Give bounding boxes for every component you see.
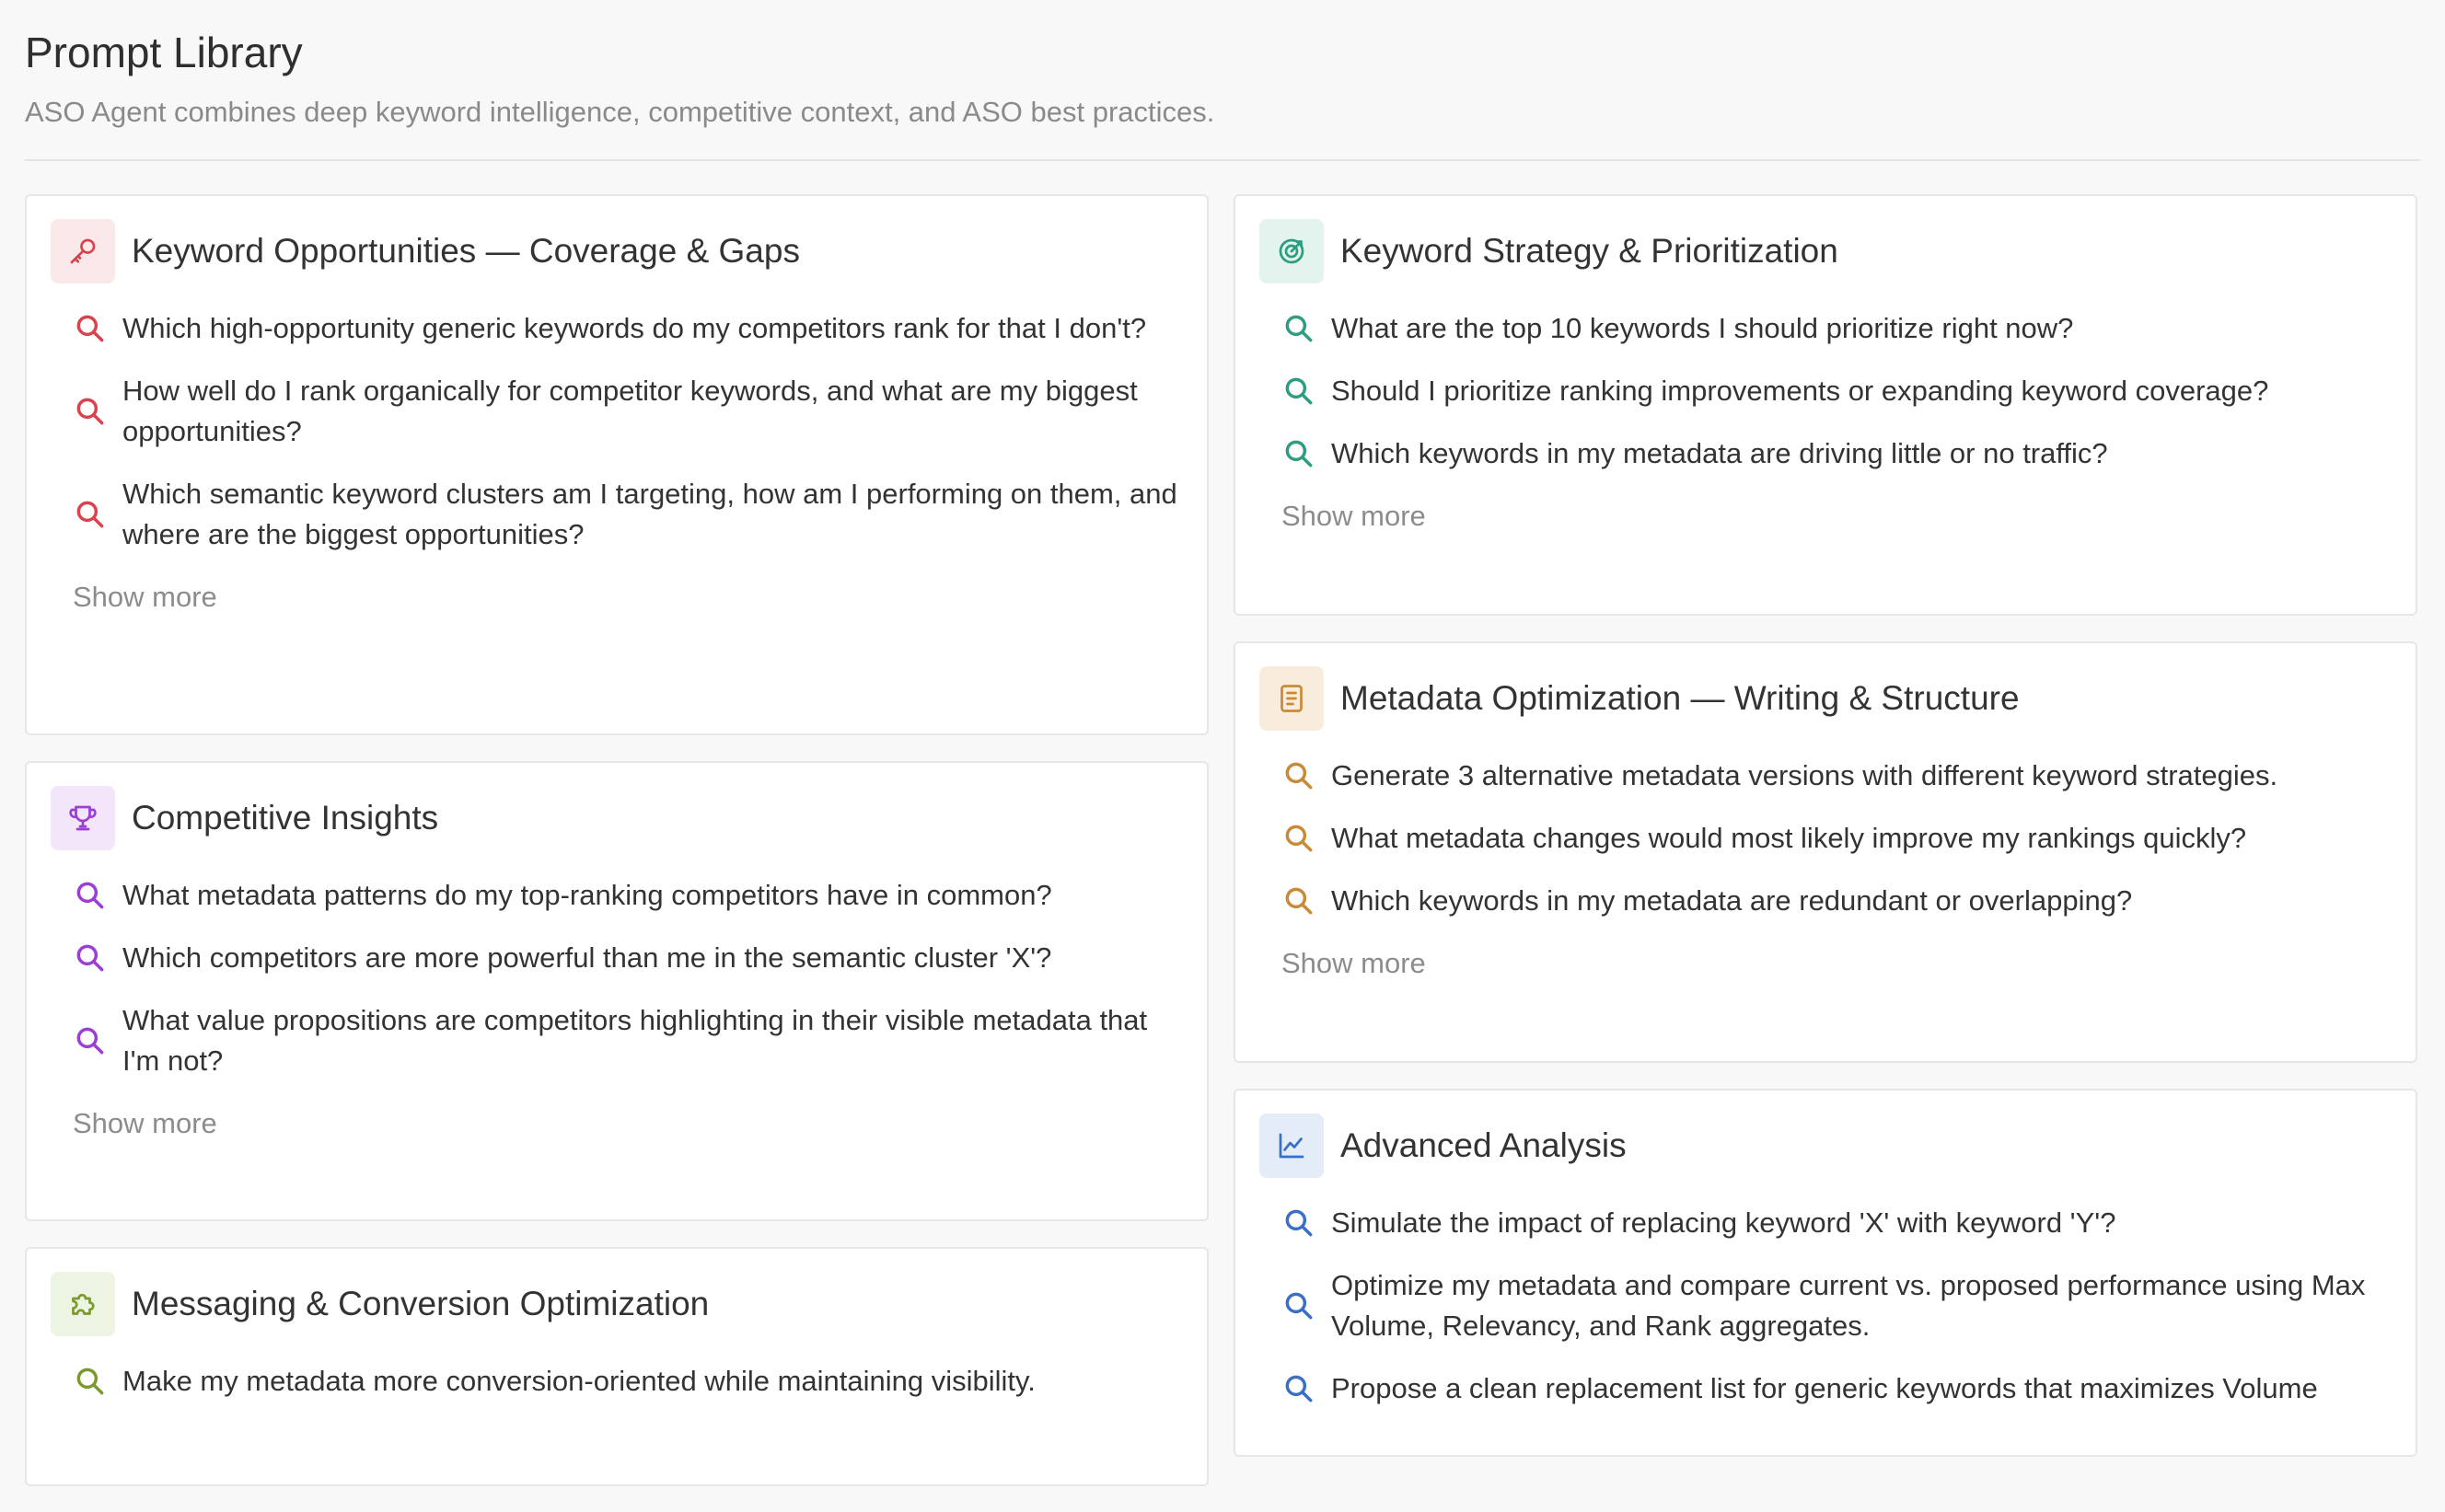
card-title: Keyword Strategy & Prioritization <box>1340 232 1838 270</box>
prompt-list <box>1259 1192 2392 1420</box>
prompt-item[interactable] <box>51 360 1183 463</box>
prompt-list <box>1259 744 2392 932</box>
prompt-item[interactable] <box>1259 360 2392 422</box>
prompt-text: Which competitors are more powerful than me in the semantic cluster 'X'? <box>122 941 1052 974</box>
prompt-text: Simulate the impact of replacing keyword 'X' with keyword 'Y'? <box>1331 1206 2116 1239</box>
show-more-button[interactable]: Show more <box>1281 947 1426 979</box>
prompt-text: Which semantic keyword clusters am I targeting, how am I performing on them, and where are the biggest opportunities? <box>122 478 1177 550</box>
header-divider <box>25 159 2420 161</box>
card-title: Messaging & Conversion Optimization <box>132 1285 710 1322</box>
search-icon <box>1281 311 1316 346</box>
search-icon <box>73 1364 108 1399</box>
show-more-button[interactable]: Show more <box>73 581 217 613</box>
prompt-item[interactable] <box>1259 422 2392 485</box>
prompt-list <box>1259 297 2392 485</box>
prompt-text: What are the top 10 keywords I should prioritize right now? <box>1331 312 2074 344</box>
search-icon <box>73 311 108 346</box>
search-icon <box>73 878 108 913</box>
search-icon <box>1281 821 1316 856</box>
prompt-item[interactable] <box>1259 297 2392 360</box>
prompt-item[interactable] <box>1259 1192 2392 1254</box>
search-icon <box>1281 1288 1316 1323</box>
search-icon <box>73 1023 108 1058</box>
key-icon <box>51 219 115 283</box>
prompt-item[interactable] <box>51 864 1183 927</box>
document-icon <box>1259 666 1324 731</box>
search-icon <box>73 394 108 429</box>
left-column <box>25 194 1209 1512</box>
category-card-messaging-conversion <box>25 1247 1209 1486</box>
prompt-text: Should I prioritize ranking improvements or expanding keyword coverage? <box>1331 375 2269 407</box>
show-more-button[interactable]: Show more <box>1281 500 1426 532</box>
prompt-text: Generate 3 alternative metadata versions with different keyword strategies. <box>1331 759 2278 791</box>
prompt-list <box>51 297 1183 566</box>
card-title: Metadata Optimization — Writing & Structure <box>1340 679 2020 717</box>
page-title: Prompt Library <box>25 29 303 76</box>
prompt-item[interactable] <box>51 989 1183 1092</box>
prompt-item[interactable] <box>1259 807 2392 870</box>
prompt-text: Which keywords in my metadata are driving little or no traffic? <box>1331 437 2108 469</box>
card-header <box>1259 665 2392 732</box>
prompt-item[interactable] <box>51 927 1183 989</box>
search-icon <box>1281 1206 1316 1241</box>
category-card-competitive-insights <box>25 761 1209 1221</box>
search-icon <box>73 941 108 975</box>
card-header <box>51 785 1183 851</box>
category-card-advanced-analysis <box>1234 1089 2417 1457</box>
category-card-keyword-strategy <box>1234 194 2417 616</box>
card-title: Keyword Opportunities — Coverage & Gaps <box>132 232 800 270</box>
prompt-item[interactable] <box>51 297 1183 360</box>
card-title: Advanced Analysis <box>1340 1126 1627 1164</box>
prompt-item[interactable] <box>1259 744 2392 807</box>
card-header <box>51 1271 1183 1337</box>
prompt-item[interactable] <box>1259 1254 2392 1357</box>
card-header <box>1259 218 2392 284</box>
page-subtitle: ASO Agent combines deep keyword intelligence, competitive context, and ASO best practices. <box>25 96 1215 128</box>
search-icon <box>1281 436 1316 471</box>
card-title: Competitive Insights <box>132 799 439 837</box>
prompt-text: What metadata changes would most likely improve my rankings quickly? <box>1331 822 2247 854</box>
prompt-list <box>51 1350 1183 1413</box>
trophy-icon <box>51 786 115 850</box>
target-icon <box>1259 219 1324 283</box>
search-icon <box>1281 374 1316 409</box>
prompt-text: Which high-opportunity generic keywords do my competitors rank for that I don't? <box>122 312 1147 344</box>
prompt-list <box>51 864 1183 1092</box>
prompt-text: What value propositions are competitors highlighting in their visible metadata that I'm not? <box>122 1004 1148 1077</box>
search-icon <box>1281 758 1316 793</box>
prompt-item[interactable] <box>1259 1357 2392 1420</box>
prompt-text: How well do I rank organically for competitor keywords, and what are my biggest opportunities? <box>122 375 1138 447</box>
right-column <box>1234 194 2417 1483</box>
prompt-text: What metadata patterns do my top-ranking competitors have in common? <box>122 879 1052 911</box>
search-icon <box>1281 1371 1316 1406</box>
prompt-item[interactable] <box>1259 870 2392 932</box>
prompt-text: Optimize my metadata and compare current vs. proposed performance using Max Volume, Relevancy, and Rank aggregates. <box>1331 1269 2366 1342</box>
search-icon <box>73 497 108 532</box>
prompt-item[interactable] <box>51 463 1183 566</box>
search-icon <box>1281 883 1316 918</box>
category-card-keyword-opportunities <box>25 194 1209 735</box>
prompt-text: Which keywords in my metadata are redundant or overlapping? <box>1331 884 2133 917</box>
card-header <box>51 218 1183 284</box>
line-chart-icon <box>1259 1114 1324 1178</box>
prompt-text: Propose a clean replacement list for generic keywords that maximizes Volume <box>1331 1372 2318 1404</box>
prompt-text: Make my metadata more conversion-oriented while maintaining visibility. <box>122 1365 1036 1397</box>
puzzle-icon <box>51 1272 115 1336</box>
card-header <box>1259 1113 2392 1179</box>
category-card-metadata-optimization <box>1234 641 2417 1063</box>
prompt-item[interactable] <box>51 1350 1183 1413</box>
show-more-button[interactable]: Show more <box>73 1107 217 1139</box>
